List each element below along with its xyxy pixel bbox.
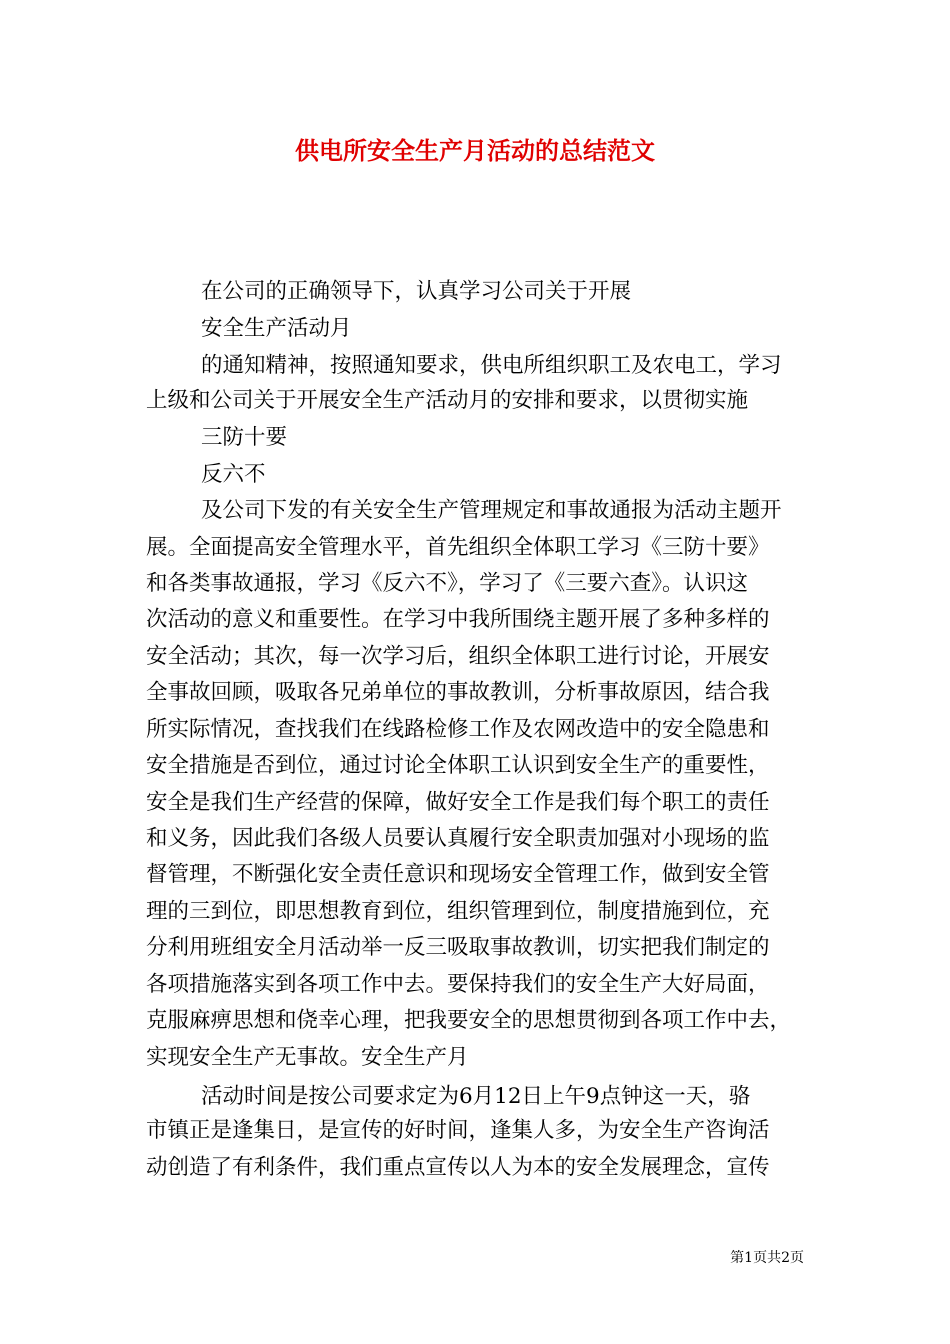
paragraph-line: 实现安全生产无事故。安全生产月 — [146, 1045, 469, 1070]
paragraph-line: 市镇正是逢集日，是宣传的好时间，逢集人多，为安全生产咨询活 — [146, 1118, 770, 1143]
document-title: 供电所安全生产月活动的总结范文 — [295, 136, 655, 165]
page-number: 第1页共2页 — [730, 1250, 804, 1266]
paragraph-line: 活动时间是按公司要求定为6月12日上午9点钟这一天，骆 — [201, 1084, 751, 1109]
paragraph-line: 和各类事故通报，学习《反六不》，学习了《三要六查》。认识这 — [146, 571, 749, 596]
paragraph-line: 反六不 — [201, 462, 266, 487]
paragraph-line: 的通知精神，按照通知要求，供电所组织职工及农电工，学习 — [201, 353, 782, 378]
paragraph-line: 和义务，因此我们各级人员要认真履行安全职责加强对小现场的监 — [146, 826, 770, 851]
paragraph-line: 克服麻痹思想和侥幸心理，把我要安全的思想贯彻到各项工作中去， — [146, 1008, 792, 1033]
paragraph-line: 全事故回顾，吸取各兄弟单位的事故教训，分析事故原因，结合我 — [146, 680, 770, 705]
paragraph-line: 安全是我们生产经营的保障，做好安全工作是我们每个职工的责任 — [146, 790, 770, 815]
paragraph-line: 上级和公司关于开展安全生产活动月的安排和要求，以贯彻实施 — [146, 388, 749, 413]
paragraph-line: 所实际情况，查找我们在线路检修工作及农网改造中的安全隐患和 — [146, 717, 770, 742]
paragraph-line: 安全生产活动月 — [201, 316, 352, 341]
paragraph-line: 在公司的正确领导下，认真学习公司关于开展 — [201, 279, 632, 304]
paragraph-line: 次活动的意义和重要性。在学习中我所围绕主题开展了多种多样的 — [146, 607, 770, 632]
paragraph-line: 动创造了有利条件，我们重点宣传以人为本的安全发展理念，宣传 — [146, 1155, 770, 1180]
paragraph-line: 及公司下发的有关安全生产管理规定和事故通报为活动主题开 — [201, 498, 782, 523]
paragraph-line: 理的三到位，即思想教育到位，组织管理到位，制度措施到位，充 — [146, 899, 770, 924]
paragraph-line: 三防十要 — [201, 425, 288, 450]
paragraph-line: 督管理，不断强化安全责任意识和现场安全管理工作，做到安全管 — [146, 862, 770, 887]
paragraph-line: 安全活动；其次，每一次学习后，组织全体职工进行讨论，开展安 — [146, 644, 770, 669]
paragraph-line: 各项措施落实到各项工作中去。要保持我们的安全生产大好局面， — [146, 972, 770, 997]
paragraph-line: 安全措施是否到位，通过讨论全体职工认识到安全生产的重要性， — [146, 753, 770, 778]
paragraph-line: 分利用班组安全月活动举一反三吸取事故教训，切实把我们制定的 — [146, 935, 770, 960]
paragraph-line: 展。全面提高安全管理水平，首先组织全体职工学习《三防十要》 — [146, 535, 770, 560]
